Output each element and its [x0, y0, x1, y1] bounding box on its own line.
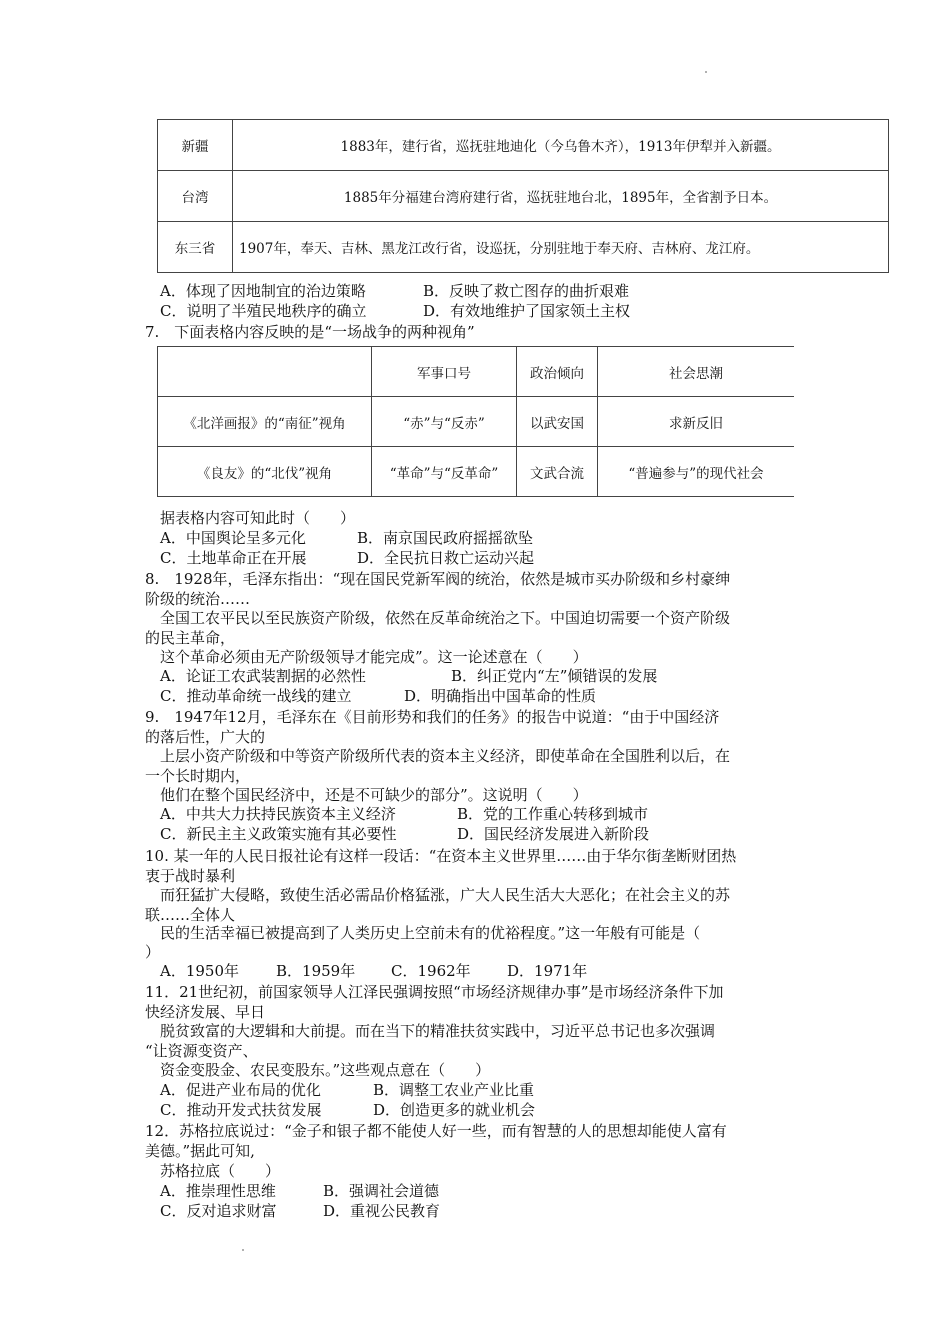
q7-option-d: D．全民抗日救亡运动兴起 — [357, 549, 535, 567]
table-cell: “赤”与“反赤” — [372, 397, 517, 447]
q10-line: 衷于战时暴利 — [145, 867, 236, 885]
q12-option-a: A．推崇理性思维 — [160, 1182, 276, 1200]
table-row — [158, 171, 889, 222]
q10-line: 而狂猛扩大侵略，致使生活必需品价格猛涨，广大人民生活大大恶化；在社会主义的苏 — [160, 886, 731, 904]
q9-option-a: A．中共大力扶持民族资本主义经济 — [160, 805, 396, 823]
table-row — [158, 447, 795, 497]
table-cell: 文武合流 — [517, 447, 598, 497]
q10-option-a: A．1950年 — [160, 962, 240, 980]
table-header-cell: 军事口号 — [372, 347, 517, 397]
table-row — [158, 222, 889, 273]
q10-option-c: C．1962年 — [391, 962, 471, 980]
table-header-cell: 社会思潮 — [598, 347, 795, 397]
q12-option-d: D．重视公民教育 — [323, 1202, 441, 1220]
q8-line: 阶级的统治…… — [145, 590, 251, 608]
q9-line: 的落后性，广大的 — [145, 728, 266, 746]
q9-line: 一个长时期内， — [145, 767, 251, 785]
q8-option-c: C．推动革命统一战线的建立 — [160, 687, 352, 705]
q9-line: 9. 1947年12月，毛泽东在《目前形势和我们的任务》的报告中说道：“由于中国经济 — [145, 708, 720, 726]
q6-option-b: B．反映了救亡图存的曲折艰难 — [423, 282, 630, 300]
q8-line: 这个革命必须由无产阶级领导才能完成”。这一论述意在（ ） — [160, 648, 588, 666]
table-cell: 《北洋画报》的“南征”视角 — [158, 397, 372, 447]
q11-line: 脱贫致富的大逻辑和大前提。而在当下的精准扶贫实践中，习近平总书记也多次强调 — [160, 1022, 716, 1040]
q10-line: 10. 某一年的人民日报社论有这样一段话：“在资本主义世界里……由于华尔街垄断财团热 — [145, 847, 737, 865]
table-cell: 东三省 — [158, 222, 233, 273]
q9-line: 他们在整个国民经济中，还是不可缺少的部分”。这说明（ ） — [160, 786, 588, 804]
q11-line: 快经济发展、早日 — [145, 1003, 266, 1021]
q7-option-c: C．土地革命正在开展 — [160, 549, 307, 567]
q12-line: 美德。”据此可知, — [145, 1142, 255, 1160]
table-cell: 1883年，建行省，巡抚驻地迪化（今乌鲁木齐），1913年伊犁并入新疆。 — [233, 120, 889, 171]
q9-line: 上层小资产阶级和中等资产阶级所代表的资本主义经济，即使革命在全国胜利以后，在 — [160, 747, 731, 765]
q11-option-a: A．促进产业布局的优化 — [160, 1081, 321, 1099]
q11-line: 11．21世纪初，前国家领导人江泽民强调按照“市场经济规律办事”是市场经济条件下加 — [145, 983, 724, 1001]
q11-line: 资金变股金、农民变股东。”这些观点意在（ ） — [160, 1061, 491, 1079]
q12-option-b: B．强调社会道德 — [323, 1182, 440, 1200]
q12-line: 苏格拉底（ ） — [160, 1162, 281, 1180]
q10-line: 联……全体人 — [145, 906, 236, 924]
table-row — [158, 397, 795, 447]
q7-stem: 7. 下面表格内容反映的是“一场战争的两种视角” — [145, 323, 475, 341]
q11-line: “让资源变资产、 — [145, 1042, 258, 1060]
q12-option-c: C．反对追求财富 — [160, 1202, 277, 1220]
table-cell: 新疆 — [158, 120, 233, 171]
table-row — [158, 347, 795, 397]
q9-option-b: B．党的工作重心转移到城市 — [457, 805, 649, 823]
table-row — [158, 120, 889, 171]
q8-option-b: B．纠正党内“左”倾错误的发展 — [451, 667, 658, 685]
q8-line: 的民主革命， — [145, 629, 236, 647]
table-cell: 求新反旧 — [598, 397, 795, 447]
q7-option-a: A．中国舆论呈多元化 — [160, 529, 306, 547]
q11-option-c: C．推动开发式扶贫发展 — [160, 1101, 322, 1119]
q7-after: 据表格内容可知此时（ ） — [160, 509, 356, 527]
table-header-cell: 政治倾向 — [517, 347, 598, 397]
table-cell: 《良友》的“北伐”视角 — [158, 447, 372, 497]
table-cell: 台湾 — [158, 171, 233, 222]
q12-line: 12．苏格拉底说过：“金子和银子都不能使人好一些，而有智慧的人的思想却能使人富有 — [145, 1122, 727, 1140]
q10-option-d: D．1971年 — [507, 962, 588, 980]
q9-option-d: D．国民经济发展进入新阶段 — [457, 825, 650, 843]
q6-option-d: D．有效地维护了国家领土主权 — [423, 302, 631, 320]
q11-option-b: B．调整工农业产业比重 — [373, 1081, 535, 1099]
q6-option-a: A．体现了因地制宜的治边策略 — [160, 282, 366, 300]
q9-option-c: C．新民主主义政策实施有其必要性 — [160, 825, 397, 843]
top-dot — [705, 71, 707, 73]
province-table — [157, 119, 889, 273]
q8-line: 8. 1928年，毛泽东指出：“现在国民党新军阀的统治，依然是城市买办阶级和乡村豪绅 — [145, 570, 731, 588]
table-cell: “革命”与“反革命” — [372, 447, 517, 497]
bottom-dot — [242, 1249, 244, 1251]
q6-option-c: C．说明了半殖民地秩序的确立 — [160, 302, 367, 320]
q8-option-d: D．明确指出中国革命的性质 — [404, 687, 597, 705]
table-cell: 1885年分福建台湾府建行省，巡抚驻地台北，1895年，全省割予日本。 — [233, 171, 889, 222]
table-cell: 以武安国 — [517, 397, 598, 447]
table-cell: “普遍参与”的现代社会 — [598, 447, 795, 497]
q8-option-a: A．论证工农武装割据的必然性 — [160, 667, 366, 685]
war-perspective-table — [157, 346, 794, 497]
q8-line: 全国工农平民以至民族资产阶级，依然在反革命统治之下。中国迫切需要一个资产阶级 — [160, 609, 731, 627]
q11-option-d: D．创造更多的就业机会 — [373, 1101, 536, 1119]
table-cell: 1907年，奉天、吉林、黑龙江改行省，设巡抚，分别驻地于奉天府、吉林府、龙江府。 — [233, 222, 889, 273]
table-header-cell — [158, 347, 372, 397]
q7-option-b: B．南京国民政府摇摇欲坠 — [357, 529, 534, 547]
q10-line: 民的生活幸福已被提高到了人类历史上空前未有的优裕程度。”这一年般有可能是（ — [160, 924, 701, 942]
q10-option-b: B．1959年 — [276, 962, 356, 980]
q10-line: ） — [145, 943, 161, 961]
